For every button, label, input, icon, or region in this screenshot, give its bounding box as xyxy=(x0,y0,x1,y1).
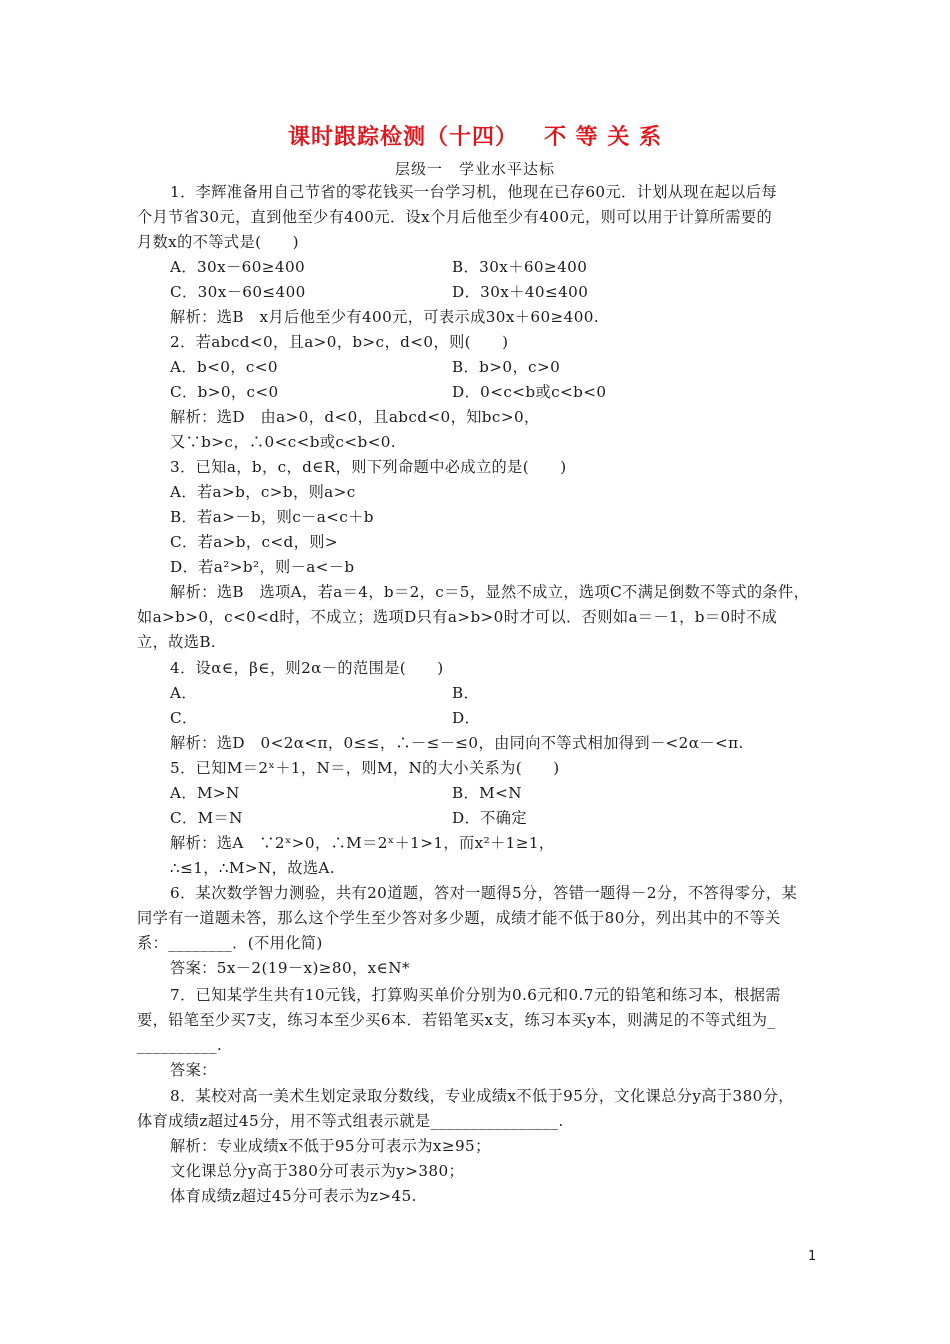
q3-option-b: B．若a>－b，则c－a<c＋b xyxy=(170,508,374,526)
q8-analysis-line-1: 解析：专业成绩x不低于95分可表示为x≥95； xyxy=(170,1137,491,1155)
q3-analysis-line-3: 立，故选B. xyxy=(137,633,217,651)
q5-option-b: B．M<N xyxy=(452,784,522,802)
q7-answer: 答案： xyxy=(170,1061,217,1079)
q4-analysis: 解析：选D 0<2α<π，0≤≤，∴－≤－≤0，由同向不等式相加得到－<2α－<π. xyxy=(170,734,744,752)
q5-option-d: D．不确定 xyxy=(452,809,527,827)
q3-option-a: A．若a>b，c>b，则a>c xyxy=(170,483,356,501)
title-topic: 不 等 关 系 xyxy=(544,125,662,150)
q1-analysis: 解析：选B x月后他至少有400元，可表示成30x＋60≥400. xyxy=(170,308,600,326)
q3-analysis-line-2: 如a>b>0，c<0<d时，不成立；选项D只有a>b>0时才可以．否则如a＝－1，b＝0时不成 xyxy=(137,608,778,626)
q1-option-c: C．30x－60≤400 xyxy=(170,283,306,301)
q2-analysis-line-1: 解析：选D 由a>0，d<0，且abcd<0，知bc>0， xyxy=(170,408,540,426)
q2-option-c: C．b>0，c<0 xyxy=(170,383,279,401)
q2-option-b: B．b>0，c>0 xyxy=(452,358,561,376)
q5-option-a: A．M>N xyxy=(170,784,240,802)
q1-option-b: B．30x＋60≥400 xyxy=(452,258,588,276)
q6-stem-line-2: 同学有一道题未答，那么这个学生至少答对多少题，成绩才能不低于80分，列出其中的不等关 xyxy=(137,909,781,927)
q3-analysis-line-1: 解析：选B 选项A，若a＝4，b＝2，c＝5，显然不成立，选项C不满足倒数不等式的条件， xyxy=(170,583,810,601)
q2-option-a: A．b<0，c<0 xyxy=(170,358,278,376)
q5-option-c: C．M＝N xyxy=(170,809,243,827)
q8-stem-line-2: 体育成绩z超过45分，用不等式组表示就是________________. xyxy=(137,1112,564,1130)
q2-analysis-line-2: 又∵b>c，∴0<c<b或c<b<0. xyxy=(170,433,397,451)
q5-analysis-line-2: ∴≤1，∴M>N，故选A. xyxy=(170,859,336,877)
page-title xyxy=(0,120,950,151)
q1-stem-line-2: 个月节省30元，直到他至少有400元．设x个月后他至少有400元，则可以用于计算所需要的 xyxy=(137,208,773,226)
q4-option-c: C． xyxy=(170,709,198,727)
q4-option-b: B． xyxy=(452,684,480,702)
q7-stem-line-2: 要，铅笔至少买7支，练习本至少买6本．若铅笔买x支，练习本买y本，则满足的不等式组为_ xyxy=(137,1011,776,1029)
q3-option-d: D．若a²>b²，则－a<－b xyxy=(170,558,355,576)
q2-stem: 2．若abcd<0，且a>0，b>c，d<0，则( ) xyxy=(170,333,509,351)
q8-analysis-line-3: 体育成绩z超过45分可表示为z>45. xyxy=(170,1187,417,1205)
q7-stem-line-3: __________. xyxy=(137,1036,223,1054)
q4-option-a: A． xyxy=(170,684,197,702)
q1-option-a: A．30x－60≥400 xyxy=(170,258,306,276)
page-number: 1 xyxy=(808,1249,817,1264)
q4-option-d: D． xyxy=(452,709,481,727)
q4-stem: 4．设α∈，β∈，则2α－的范围是( ) xyxy=(170,659,444,677)
q2-option-d: D．0<c<b或c<b<0 xyxy=(452,383,607,401)
q8-stem-line-1: 8．某校对高一美术生划定录取分数线，专业成绩x不低于95分，文化课总分y高于380分， xyxy=(170,1087,794,1105)
q5-analysis-line-1: 解析：选A ∵2ˣ>0，∴M＝2ˣ＋1>1，而x²＋1≥1， xyxy=(170,834,555,852)
q3-option-c: C．若a>b，c<d，则> xyxy=(170,533,338,551)
q1-stem-line-3: 月数x的不等式是( ) xyxy=(137,233,299,251)
q7-stem-line-1: 7．已知某学生共有10元钱，打算购买单价分别为0.6元和0.7元的铅笔和练习本，根据需 xyxy=(170,986,781,1004)
q5-stem: 5．已知M＝2ˣ＋1，N＝，则M，N的大小关系为( ) xyxy=(170,759,560,777)
q6-answer: 答案：5x－2(19－x)≥80，x∈N* xyxy=(170,959,410,977)
q6-stem-line-1: 6．某次数学智力测验，共有20道题，答对一题得5分，答错一题得－2分，不答得零分，某 xyxy=(170,884,798,902)
q6-stem-line-3: 系：________．(不用化简) xyxy=(137,934,323,952)
q1-option-d: D．30x＋40≤400 xyxy=(452,283,589,301)
q3-stem: 3．已知a，b，c，d∈R，则下列命题中必成立的是( ) xyxy=(170,458,567,476)
q8-analysis-line-2: 文化课总分y高于380分可表示为y>380； xyxy=(170,1162,465,1180)
section-subtitle: 层级一 学业水平达标 xyxy=(394,160,555,178)
q1-stem-line-1: 1．李辉准备用自己节省的零花钱买一台学习机，他现在已存60元．计划从现在起以后每 xyxy=(170,183,777,201)
title-main: 课时跟踪检测（十四） xyxy=(288,125,519,150)
